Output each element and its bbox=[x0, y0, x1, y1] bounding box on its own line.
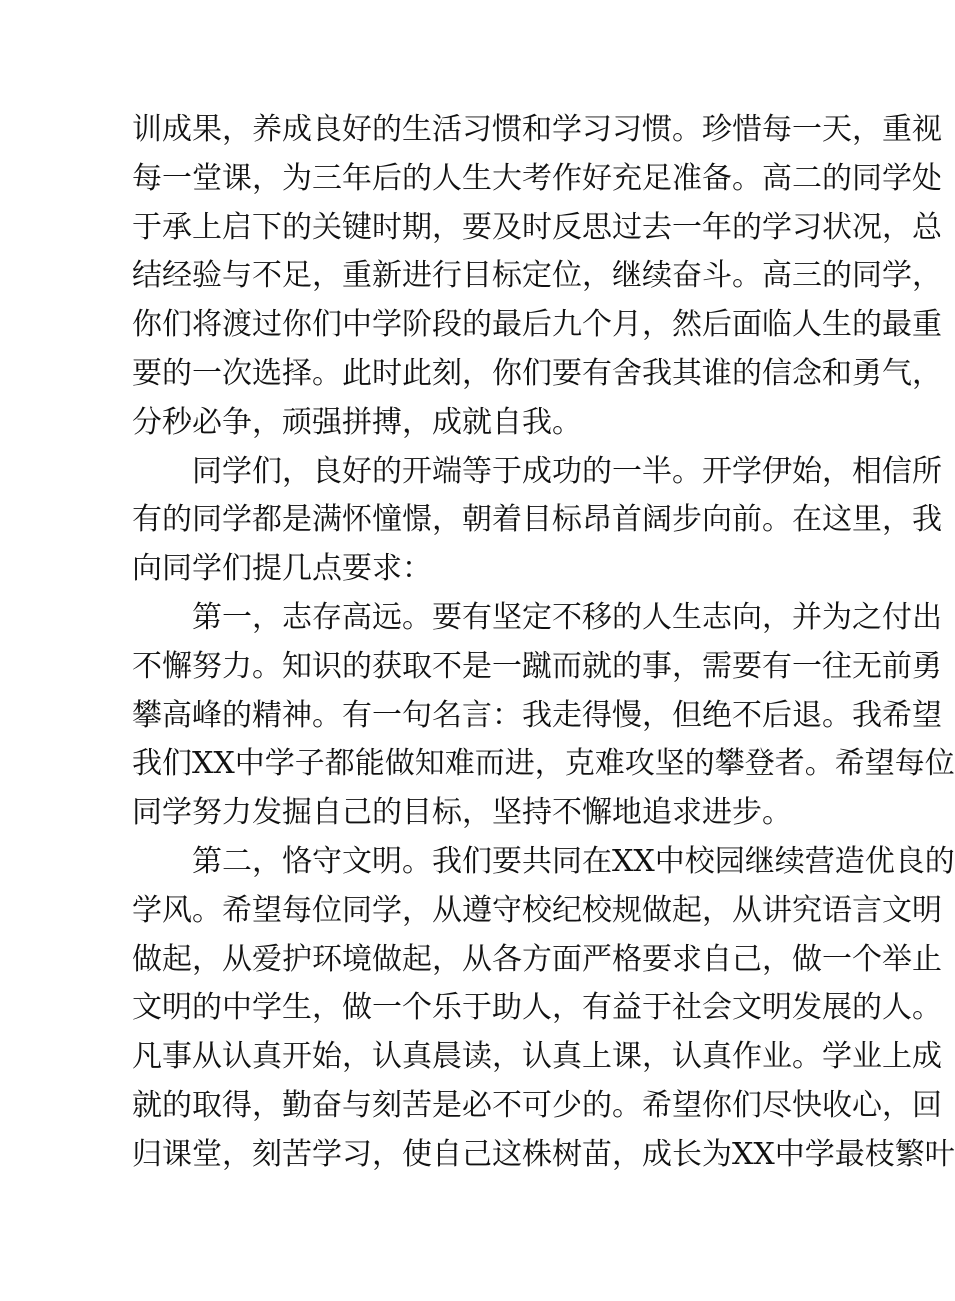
text-line: 第一，志存高远。要有坚定不移的人生志向，并为之付出 bbox=[192, 599, 942, 635]
text-line: 于承上启下的关键时期，要及时反思过去一年的学习状况，总 bbox=[132, 209, 942, 245]
text-line: 同学们，良好的开端等于成功的一半。开学伊始，相信所 bbox=[192, 453, 942, 489]
text-line: 第二，恪守文明。我们要共同在XX中校园继续营造优良的 bbox=[192, 843, 955, 879]
text-line: 向同学们提几点要求： bbox=[132, 551, 432, 587]
text-line: 分秒必争，顽强拼搏，成就自我。 bbox=[132, 404, 582, 440]
text-line: 做起，从爱护环境做起，从各方面严格要求自己，做一个举止 bbox=[132, 941, 942, 977]
text-line: 攀高峰的精神。有一句名言：我走得慢，但绝不后退。我希望 bbox=[132, 697, 942, 733]
text-line: 文明的中学生，做一个乐于助人，有益于社会文明发展的人。 bbox=[132, 990, 942, 1026]
text-line: 你们将渡过你们中学阶段的最后九个月，然后面临人生的最重 bbox=[132, 307, 942, 343]
text-line: 同学努力发掘自己的目标，坚持不懈地追求进步。 bbox=[132, 795, 792, 831]
text-line: 有的同学都是满怀憧憬，朝着目标昂首阔步向前。在这里，我 bbox=[132, 502, 942, 538]
text-line: 学风。希望每位同学，从遵守校纪校规做起，从讲究语言文明 bbox=[132, 892, 942, 928]
text-line: 就的取得，勤奋与刻苦是必不可少的。希望你们尽快收心，回 bbox=[132, 1087, 942, 1123]
text-line: 每一堂课，为三年后的人生大考作好充足准备。高二的同学处 bbox=[132, 160, 942, 196]
text-line: 凡事从认真开始，认真晨读，认真上课，认真作业。学业上成 bbox=[132, 1039, 942, 1075]
text-line: 归课堂，刻苦学习，使自己这株树苗，成长为XX中学最枝繁叶 bbox=[132, 1136, 955, 1172]
text-line: 要的一次选择。此时此刻，你们要有舍我其谁的信念和勇气， bbox=[132, 355, 942, 391]
text-line: 不懈努力。知识的获取不是一蹴而就的事，需要有一往无前勇 bbox=[132, 648, 942, 684]
text-line: 我们XX中学子都能做知难而进，克难攻坚的攀登者。希望每位 bbox=[132, 746, 955, 782]
document-body-text bbox=[132, 106, 955, 1180]
text-line: 结经验与不足，重新进行目标定位，继续奋斗。高三的同学， bbox=[132, 258, 942, 294]
text-line: 训成果，养成良好的生活习惯和学习习惯。珍惜每一天，重视 bbox=[132, 112, 942, 147]
